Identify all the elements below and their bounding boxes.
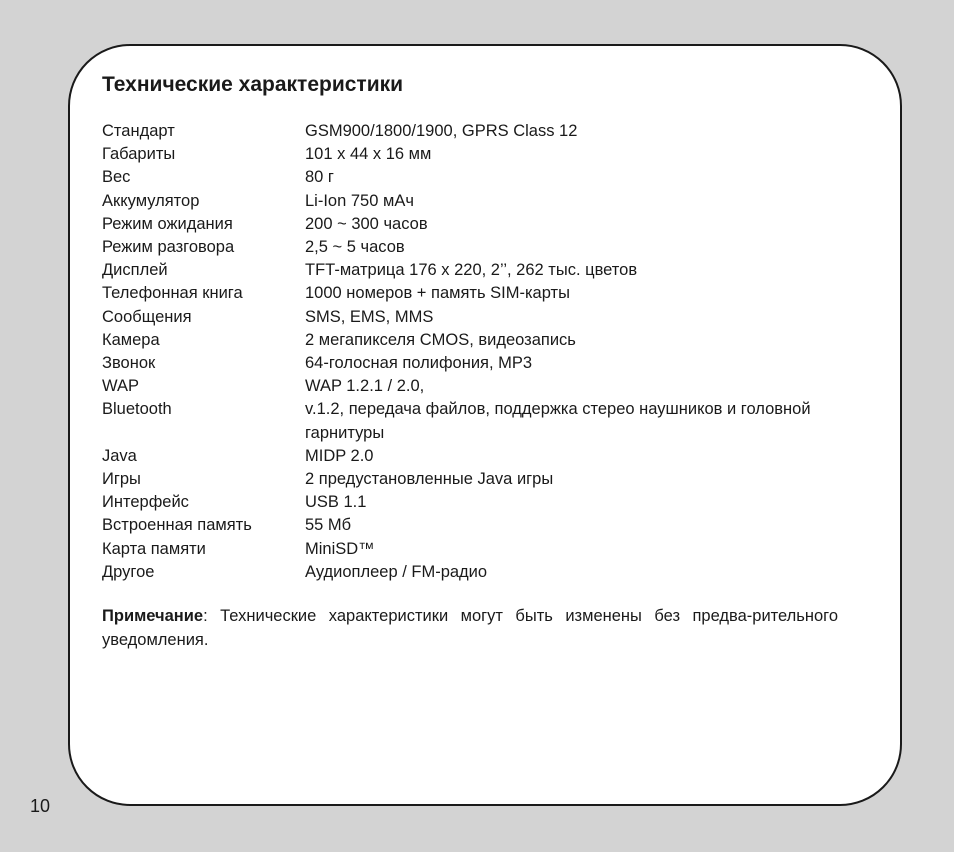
spec-row-interface	[102, 491, 862, 514]
spec-label: Вес	[102, 168, 131, 187]
spec-row-talk-time	[102, 236, 862, 259]
spec-row-standard	[102, 120, 862, 143]
spec-value: 200 ~ 300 часов	[305, 214, 428, 233]
spec-row-display	[102, 259, 862, 282]
spec-value: 2,5 ~ 5 часов	[305, 238, 405, 257]
spec-value: GSM900/1800/1900, GPRS Class 12	[305, 122, 578, 140]
spec-row-standby	[102, 213, 862, 236]
spec-label: Стандарт	[102, 122, 175, 140]
spec-value: TFT-матрица 176 х 220, 2’’, 262 тыс. цветов	[305, 261, 638, 280]
spec-value: MiniSD™	[305, 539, 375, 558]
spec-value: USB 1.1	[305, 493, 367, 512]
spec-value: 64-голосная полифония, MP3	[305, 354, 533, 373]
spec-value: 101 x 44 x 16 мм	[305, 145, 432, 164]
spec-label: Игры	[102, 470, 141, 489]
spec-value: Аудиоплеер / FM-радио	[305, 562, 488, 581]
spec-value: 2 мегапикселя CMOS, видеозапись	[305, 330, 576, 349]
specs-table	[102, 120, 862, 584]
spec-label: Аккумулятор	[102, 191, 200, 210]
spec-row-weight	[102, 166, 862, 189]
spec-value: SMS, EMS, MMS	[305, 307, 434, 326]
spec-row-internal-memory	[102, 514, 862, 537]
spec-label: Телефонная книга	[102, 284, 243, 303]
spec-row-ringtone	[102, 352, 862, 375]
spec-label: Камера	[102, 330, 160, 349]
spec-row-other	[102, 561, 862, 584]
spec-value: 80 г	[305, 168, 334, 187]
spec-label: WAP	[102, 377, 139, 396]
spec-label: Интерфейс	[102, 493, 189, 512]
spec-label: Сообщения	[102, 307, 192, 326]
spec-value: 1000 номеров + память SIM-карты	[305, 284, 570, 303]
note-paragraph	[102, 605, 838, 652]
spec-row-games	[102, 468, 862, 491]
spec-row-memory-card	[102, 538, 862, 561]
spec-value: Li-Ion 750 мАч	[305, 191, 414, 210]
page-number: 10	[30, 796, 51, 816]
spec-row-bluetooth	[102, 398, 862, 444]
spec-label: Java	[102, 446, 137, 465]
spec-value: 55 Мб	[305, 516, 352, 535]
spec-row-camera	[102, 329, 862, 352]
spec-label: Bluetooth	[102, 400, 172, 419]
spec-value: WAP 1.2.1 / 2.0,	[305, 377, 425, 396]
spec-value: v.1.2, передача файлов, поддержка стерео наушников и головной гарнитуры	[305, 400, 811, 442]
note-text: : Технические характеристики могут быть изменены без предва-рительного уведомления.	[102, 607, 838, 649]
spec-row-wap	[102, 375, 862, 398]
spec-value: 2 предустановленные Java игры	[305, 470, 554, 489]
spec-label: Встроенная память	[102, 516, 252, 535]
spec-label: Карта памяти	[102, 539, 206, 558]
spec-label: Другое	[102, 562, 155, 581]
spec-row-dimensions	[102, 143, 862, 166]
spec-label: Режим разговора	[102, 238, 235, 257]
spec-row-messages	[102, 306, 862, 329]
spec-value: MIDP 2.0	[305, 446, 374, 465]
note-label: Примечание	[102, 607, 204, 625]
spec-row-java	[102, 445, 862, 468]
spec-row-battery	[102, 190, 862, 213]
spec-row-phonebook	[102, 282, 862, 305]
spec-label: Габариты	[102, 145, 176, 164]
spec-label: Звонок	[102, 354, 156, 373]
spec-label: Режим ожидания	[102, 214, 233, 233]
page-title: Технические характеристики	[102, 73, 404, 96]
spec-label: Дисплей	[102, 261, 168, 280]
